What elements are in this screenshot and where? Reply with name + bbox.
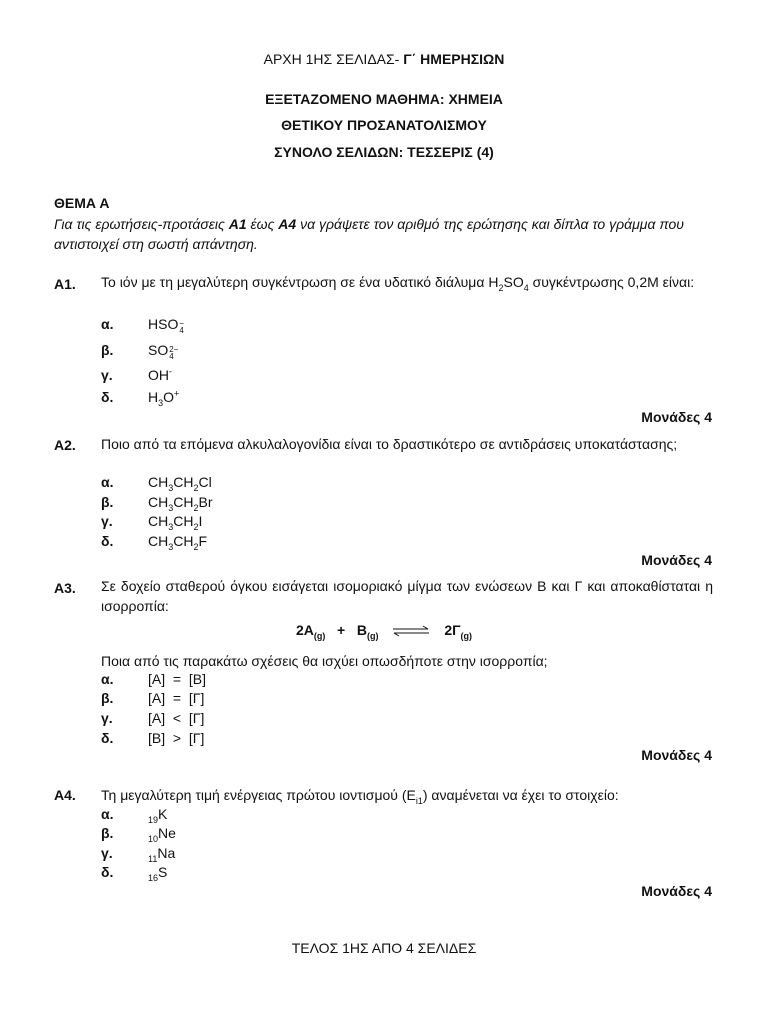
orientation-title: ΘΕΤΙΚΟΥ ΠΡΟΣΑΝΑΤΟΛΙΣΜΟΥ: [281, 117, 487, 133]
option-value: SO2− 4: [148, 342, 179, 361]
option-value: $H_3O^+$: [148, 388, 180, 408]
option-letter: δ.: [101, 730, 114, 746]
option-value: [Α] = [Γ]: [148, 690, 205, 706]
page-header: [0, 51, 768, 67]
question-text: Ποιο από τα επόμενα αλκυλαλογονίδια είναι το δραστικότερο σε αντιδράσεις υποκατάστασης;: [101, 436, 678, 452]
question-text: Το ιόν με τη μεγαλύτερη συγκέντρωση σε ένα υδατικό διάλυμα $H_2SO_4$ συγκέντρωσης 0,2Μ είναι:: [101, 274, 695, 293]
header-class: Γ΄ ΗΜΕΡΗΣΙΩΝ: [403, 51, 505, 67]
marks-label: Μονάδες 4: [641, 747, 712, 763]
option-value: $CH_3CH_2I$: [148, 513, 203, 532]
option-value: [Α] = [Β]: [148, 671, 206, 687]
question-number: Α3.: [54, 580, 76, 596]
option-value: $CH_3CH_2Cl$: [148, 474, 212, 493]
question-text: Τη μεγαλύτερη τιμή ενέργειας πρώτου ιοντισμού $(E_{i1})$ αναμένεται να έχει το στοιχείο:: [101, 787, 619, 806]
section-instructions: Για τις ερωτήσεις-προτάσεις Α1 έως Α4 να γράψετε τον αριθμό της ερώτησης και δίπλα το γράμμα που αντιστοιχεί στη σωστή απάντηση.: [54, 216, 684, 252]
option-letter: α.: [101, 806, 114, 822]
question-prompt: Ποια από τις παρακάτω σχέσεις θα ισχύει οπωσδήποτε στην ισορροπία;: [101, 653, 548, 669]
option-value: OH-: [148, 366, 172, 383]
equilibrium-arrows-icon: [392, 625, 430, 637]
option-letter: α.: [101, 671, 114, 687]
question-text: Σε δοχείο σταθερού όγκου εισάγεται ισομοριακό μίγμα των ενώσεων Β και Γ και αποκαθίσταται η ισορροπία:: [101, 578, 713, 614]
question-number: Α1.: [54, 276, 76, 292]
option-letter: δ.: [101, 864, 114, 880]
option-letter: δ.: [101, 389, 114, 405]
option-value: $CH_3CH_2Br$: [148, 494, 213, 513]
option-letter: δ.: [101, 533, 114, 549]
option-value: HSO− 4: [148, 316, 185, 335]
option-letter: γ.: [101, 845, 113, 861]
subject-title: ΕΞΕΤΑΖΟΜΕΝΟ ΜΑΘΗΜΑ: ΧΗΜΕΙΑ: [265, 91, 503, 107]
option-letter: β.: [101, 690, 114, 706]
option-letter: α.: [101, 474, 114, 490]
option-value: $_{10}$Ne: [148, 825, 176, 844]
option-letter: α.: [101, 316, 114, 332]
option-value: $_{19}$K: [148, 806, 168, 825]
page-footer: ΤΕΛΟΣ 1ΗΣ ΑΠΟ 4 ΣΕΛΙΔΕΣ: [291, 940, 477, 956]
option-letter: β.: [101, 342, 114, 358]
section-title: ΘΕΜΑ Α: [54, 195, 110, 211]
equilibrium-equation: $2A_{(g)}$ + $B_{(g)}$ $2\Gamma_{(g)}$: [295, 622, 473, 641]
marks-label: Μονάδες 4: [641, 883, 712, 899]
option-value: [Β] > [Γ]: [148, 730, 205, 746]
page-count: ΣΥΝΟΛΟ ΣΕΛΙΔΩΝ: ΤΕΣΣΕΡΙΣ (4): [274, 144, 494, 160]
option-letter: γ.: [101, 513, 113, 529]
option-letter: β.: [101, 494, 114, 510]
marks-label: Μονάδες 4: [641, 409, 712, 425]
question-number: Α4.: [54, 787, 76, 803]
option-value: [Α] < [Γ]: [148, 710, 205, 726]
option-value: $_{16}$S: [148, 864, 168, 883]
option-value: $_{11}$Na: [148, 845, 176, 864]
question-number: Α2.: [54, 437, 76, 453]
option-letter: β.: [101, 825, 114, 841]
option-letter: γ.: [101, 367, 113, 383]
header-start: ΑΡΧΗ 1ΗΣ ΣΕΛΙΔΑΣ-: [263, 51, 404, 67]
option-value: $CH_3CH_2F$: [148, 533, 208, 552]
marks-label: Μονάδες 4: [641, 552, 712, 568]
option-letter: γ.: [101, 710, 113, 726]
